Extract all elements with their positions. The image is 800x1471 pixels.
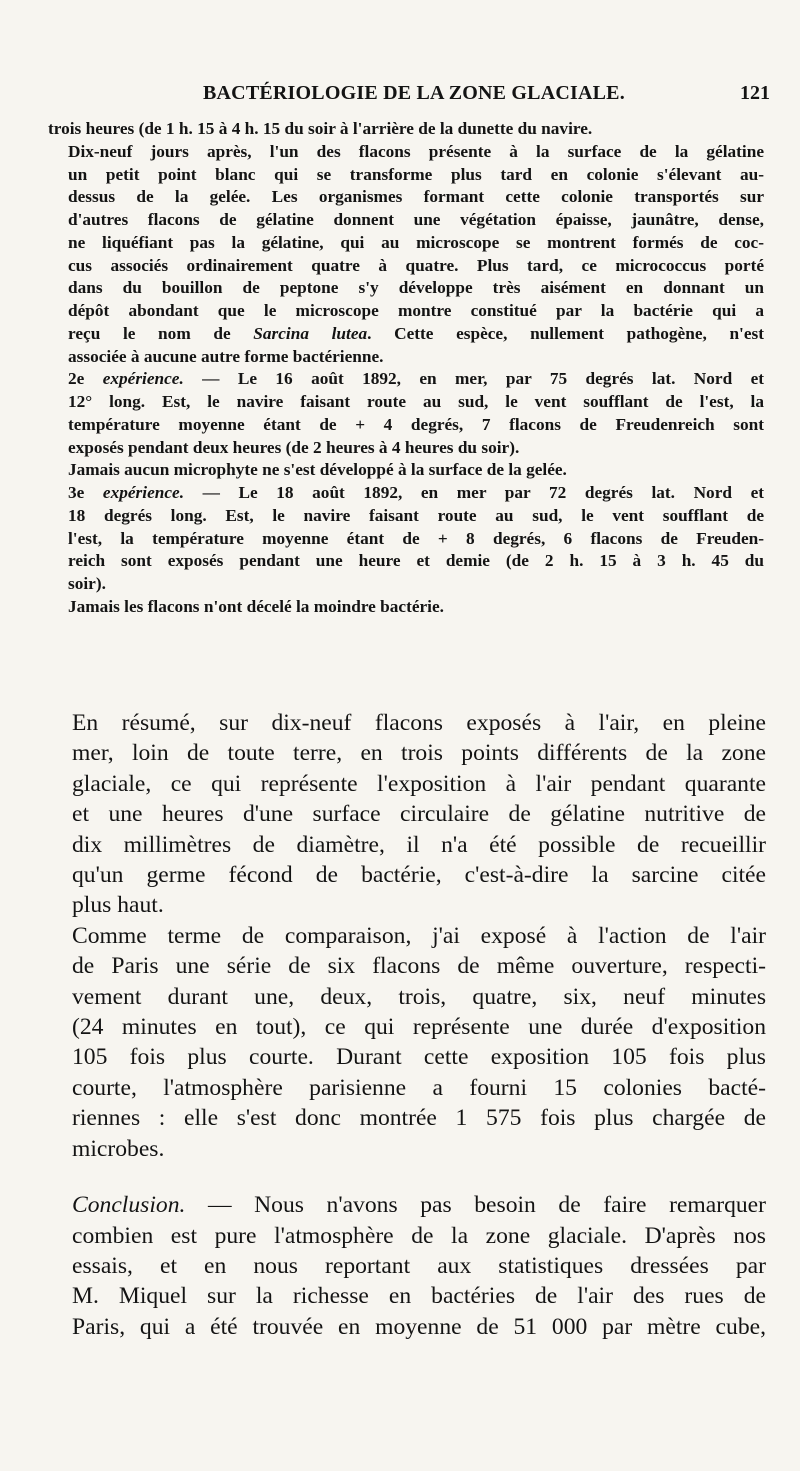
text-line: exposés pendant deux heures (de 2 heures à 4 heures du soir). [68,437,520,457]
text-line: glaciale, ce qui représente l'exposition à l'air pendant quarante [72,770,766,797]
paragraph-continuation [48,118,764,141]
text-line: Paris, qui a été trouvée en moyenne de 51 000 par mètre cube, [72,1313,766,1340]
text-line [48,323,764,346]
main-text-section [48,708,766,1342]
text-line [48,368,764,391]
text-line: 12° long. Est, le navire faisant route au sud, le vent soufflant de l'est, la [68,392,764,411]
paragraph-experiment-3-result [48,596,764,619]
text-line: mer, loin de toute terre, en trois points différents de la zone [72,740,766,767]
conclusion-label: Conclusion. [72,1192,186,1219]
text-line [48,482,764,505]
text-line: En résumé, sur dix-neuf flacons exposés à l'air, en pleine [72,710,766,736]
text-fragment: . Cette espèce, nullement pathogène, n'est [367,323,765,343]
text-line: riennes : elle s'est donc montrée 1 575 fois plus chargée de [72,1105,766,1132]
text-line: d'autres flacons de gélatine donnent une végétation épaisse, jaunâtre, dense, [68,210,764,229]
paragraph-resume [48,708,766,921]
text-line: combien est pure l'atmosphère de la zone glaciale. D'après nos [72,1222,766,1249]
text-line: température moyenne étant de + 4 degrés, 7 flacons de Freudenreich sont [68,414,764,434]
text-line: soir). [68,574,106,593]
experiment-label: expérience. [102,483,185,502]
text-line: essais, et en nous reportant aux statistiques dressées par [72,1252,766,1279]
experiment-number: 2e [68,369,103,389]
text-line: vement durant une, deux, trois, quatre, six, neuf minutes [72,983,766,1010]
running-head [40,82,770,112]
paragraph-comparison [48,921,766,1164]
text-line: 105 fois plus courte. Durant cette exposition 105 fois plus [72,1044,766,1071]
text-line: reich sont exposés pendant une heure et demie (de 2 h. 15 à 3 h. 45 du [68,551,764,571]
text-line: dessus de la gelée. Les organismes formant cette colonie transportés sur [68,187,764,207]
paragraph-experiment-3 [48,482,764,596]
text-line: un petit point blanc qui se transforme plus tard en colonie s'élevant au- [68,164,764,184]
text-fragment: — Nous n'avons pas besoin de faire remarquer [185,1192,766,1219]
text-fragment: — Le 16 août 1892, en mer, par 75 degrés lat. Nord et [183,369,764,389]
text-line: dépôt abondant que le microscope montre constitué par la bactérie qui a [68,301,764,320]
text-line: trois heures (de 1 h. 15 à 4 h. 15 du soir à l'arrière de la dunette du navire. [48,119,593,138]
paragraph-conclusion [48,1190,766,1342]
text-line: dix millimètres de diamètre, il n'a été possible de recueillir [72,831,766,858]
text-line: 18 degrés long. Est, le navire faisant route au sud, le vent soufflant de [68,505,764,525]
text-line: dans du bouillon de peptone s'y développe très aisément en donnant un [68,278,764,298]
text-line: ne liquéfiant pas la gélatine, qui au microscope se montrent formés de coc- [68,232,764,252]
text-fragment: reçu le nom de [68,323,254,343]
text-line: M. Miquel sur la richesse en bactéries de l'air des rues de [72,1283,766,1310]
paragraph-experiment-2-result [48,459,764,482]
text-fragment: — Le 18 août 1892, en mer par 72 degrés lat. Nord et [184,483,764,502]
text-line: de Paris une série de six flacons de même ouverture, respecti- [72,953,766,980]
paragraph-experiment-2 [48,368,764,459]
text-line: cus associés ordinairement quatre à quatre. Plus tard, ce micrococcus porté [68,255,764,275]
text-line: qu'un germe fécond de bactérie, c'est-à-dire la sarcine citée [72,862,766,889]
experiment-number: 3e [68,483,103,502]
text-line [48,1190,766,1220]
text-line: plus haut. [72,892,164,919]
text-line: (24 minutes en tout), ce qui représente une durée d'exposition [72,1014,766,1041]
page-number: 121 [740,82,770,104]
text-line: Dix-neuf jours après, l'un des flacons présente à la surface de la gélatine [68,141,764,161]
text-line: l'est, la température moyenne étant de + 8 degrés, 6 flacons de Freuden- [68,528,764,548]
text-line: Jamais aucun microphyte ne s'est développé à la surface de la gelée. [68,460,567,480]
species-name: Sarcina lutea [253,323,368,343]
text-line: Comme terme de comparaison, j'ai exposé à l'action de l'air [72,922,766,949]
text-line: Jamais les flacons n'ont décelé la moindre bactérie. [68,596,444,616]
experiment-label: expérience. [102,369,184,389]
text-line: associée à aucune autre forme bactérienne. [68,346,384,366]
small-print-section [48,118,764,619]
text-line: courte, l'atmosphère parisienne a fourni 15 colonies bacté- [72,1074,766,1101]
paragraph-sarcina [48,141,764,369]
text-line: microbes. [72,1135,165,1162]
text-line: et une heures d'une surface circulaire de gélatine nutritive de [72,801,766,828]
running-title: BACTÉRIOLOGIE DE LA ZONE GLACIALE. [203,82,625,104]
